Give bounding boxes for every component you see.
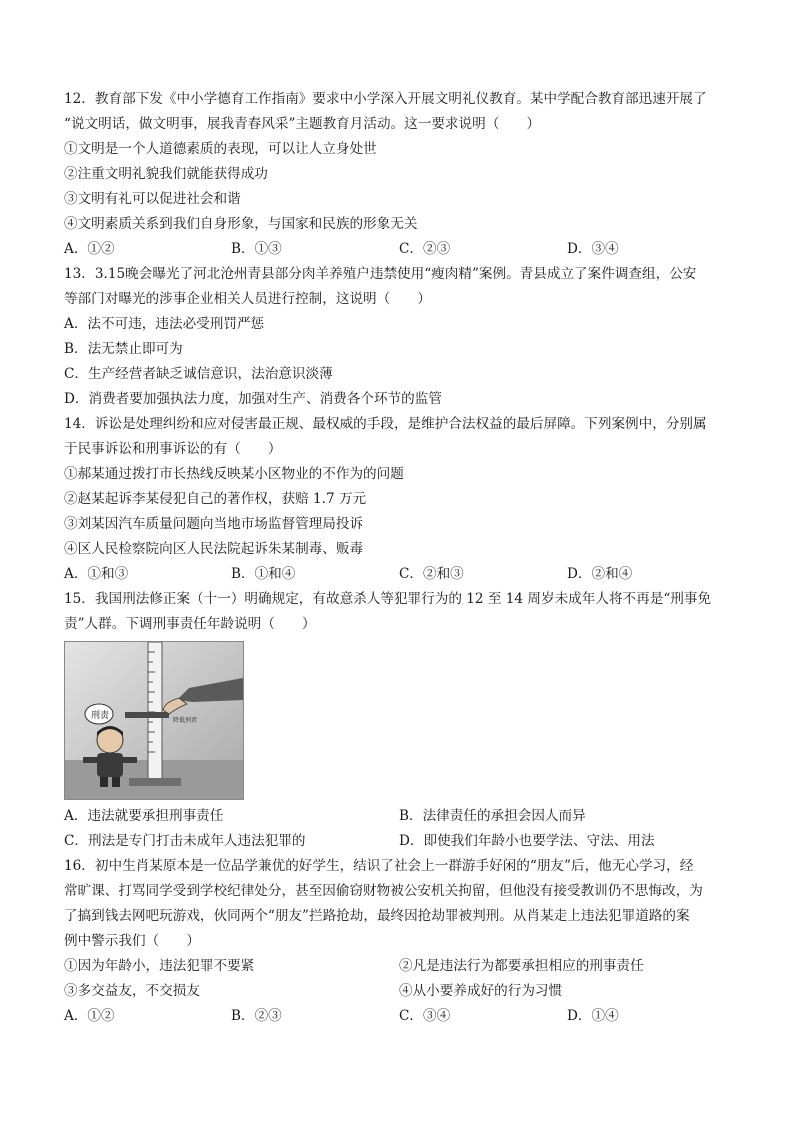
q15-option-d: D．即使我们年龄小也要学法、守法、用法 (399, 833, 655, 849)
q16-option-d: D．①④ (567, 1008, 619, 1024)
q16-option-c: C．③④ (399, 1008, 451, 1024)
q15-stem-line-2: 责”人群。下调刑事责任年龄说明（ ） (64, 616, 316, 632)
hand-label: 降低刑责 (173, 717, 198, 724)
q16-item-3: ③多交益友，不交损友 (64, 983, 200, 999)
q12-item-1: ①文明是一个人道德素质的表现，可以让人立身处世 (64, 141, 377, 157)
q16-stem-line-4: 例中警示我们（ ） (64, 933, 200, 949)
q16-stem-line-1: 16．初中生肖某原本是一位品学兼优的好学生，结识了社会上一群游手好闲的“朋友”后，他无心学习，经 (64, 858, 694, 874)
q13-option-c: C．生产经营者缺乏诚信意识，法治意识淡薄 (64, 366, 333, 382)
ruler-base (129, 778, 181, 786)
q12-option-b: B．①③ (231, 241, 282, 257)
q15-option-c: C．刑法是专门打击未成年人违法犯罪的 (64, 833, 306, 849)
q14-option-b: B．①和④ (231, 566, 296, 582)
q13-option-b: B．法无禁止即可为 (64, 341, 183, 357)
q16-item-1: ①因为年龄小，违法犯罪不要紧 (64, 958, 255, 974)
q15-illustration (64, 641, 244, 800)
q12-item-3: ③文明有礼可以促进社会和谐 (64, 191, 241, 207)
q16-item-4: ④从小要养成好的行为习惯 (399, 983, 563, 999)
q15-stem-line-1: 15．我国刑法修正案（十一）明确规定，有故意杀人等犯罪行为的 12 至 14 周岁未成年人将不再是“刑事免 (64, 591, 712, 607)
q16-stem-line-3: 了搞到钱去网吧玩游戏，伙同两个“朋友”拦路抢劫，最终因抢劫罪被判刑。从肖某走上违法犯罪道路的案 (64, 908, 690, 924)
q12-item-4: ④文明素质关系到我们自身形象，与国家和民族的形象无关 (64, 216, 418, 232)
q12-stem-line-2: “说文明话，做文明事，展我青春风采”主题教育月活动。这一要求说明（ ） (64, 116, 541, 132)
q14-option-c: C．②和③ (399, 566, 464, 582)
age-ruler-cartoon (65, 642, 243, 799)
q15-option-a: A．违法就要承担刑事责任 (64, 808, 224, 824)
q12-option-d: D．③④ (567, 241, 619, 257)
q14-option-a: A．①和③ (64, 566, 129, 582)
q16-option-a: A．①② (64, 1008, 115, 1024)
q16-option-b: B．②③ (231, 1008, 282, 1024)
q14-item-1: ①郝某通过拨打市长热线反映某小区物业的不作为的问题 (64, 466, 404, 482)
q14-item-3: ③刘某因汽车质量问题向当地市场监督管理局投诉 (64, 516, 364, 532)
q13-option-d: D．消费者要加强执法力度，加强对生产、消费各个环节的监管 (64, 391, 442, 407)
ruler-slider (125, 712, 169, 718)
q15-option-b: B．法律责任的承担会因人而异 (399, 808, 586, 824)
q14-option-d: D．②和④ (567, 566, 633, 582)
q16-stem-line-2: 常旷课、打骂同学受到学校纪律处分，甚至因偷窃财物被公安机关拘留，但他没有接受教训仍不思悔改，为 (64, 883, 703, 899)
q12-option-a: A．①② (64, 241, 115, 257)
q14-item-4: ④区人民检察院向区人民法院起诉朱某制毒、贩毒 (64, 541, 364, 557)
q13-stem-line-1: 13．3.15晚会曝光了河北沧州青县部分肉羊养殖户违禁使用“瘦肉精”案例。青县成立了案件调查组，公安 (64, 266, 697, 282)
q16-item-2: ②凡是违法行为都要承担相应的刑事责任 (399, 958, 644, 974)
q12-stem-line-1: 12．教育部下发《中小学德育工作指南》要求中小学深入开展文明礼仪教育。某中学配合教育部迅速开展了 (64, 91, 707, 107)
q14-stem-line-2: 于民事诉讼和刑事诉讼的有（ ） (64, 441, 282, 457)
sign-text: 刑责 (91, 711, 110, 721)
q14-item-2: ②赵某起诉李某侵犯自己的著作权，获赔 1.7 万元 (64, 491, 367, 507)
q13-stem-line-2: 等部门对曝光的涉事企业相关人员进行控制，这说明（ ） (64, 291, 432, 307)
boy-body (97, 753, 123, 777)
q12-option-c: C．②③ (399, 241, 451, 257)
q12-item-2: ②注重文明礼貌我们就能获得成功 (64, 166, 268, 182)
q14-stem-line-1: 14．诉讼是处理纠纷和应对侵害最正规、最权威的手段，是维护合法权益的最后屏障。下列案例中，分别属 (64, 416, 707, 432)
q13-option-a: A．法不可违，违法必受刑罚严惩 (64, 316, 265, 332)
